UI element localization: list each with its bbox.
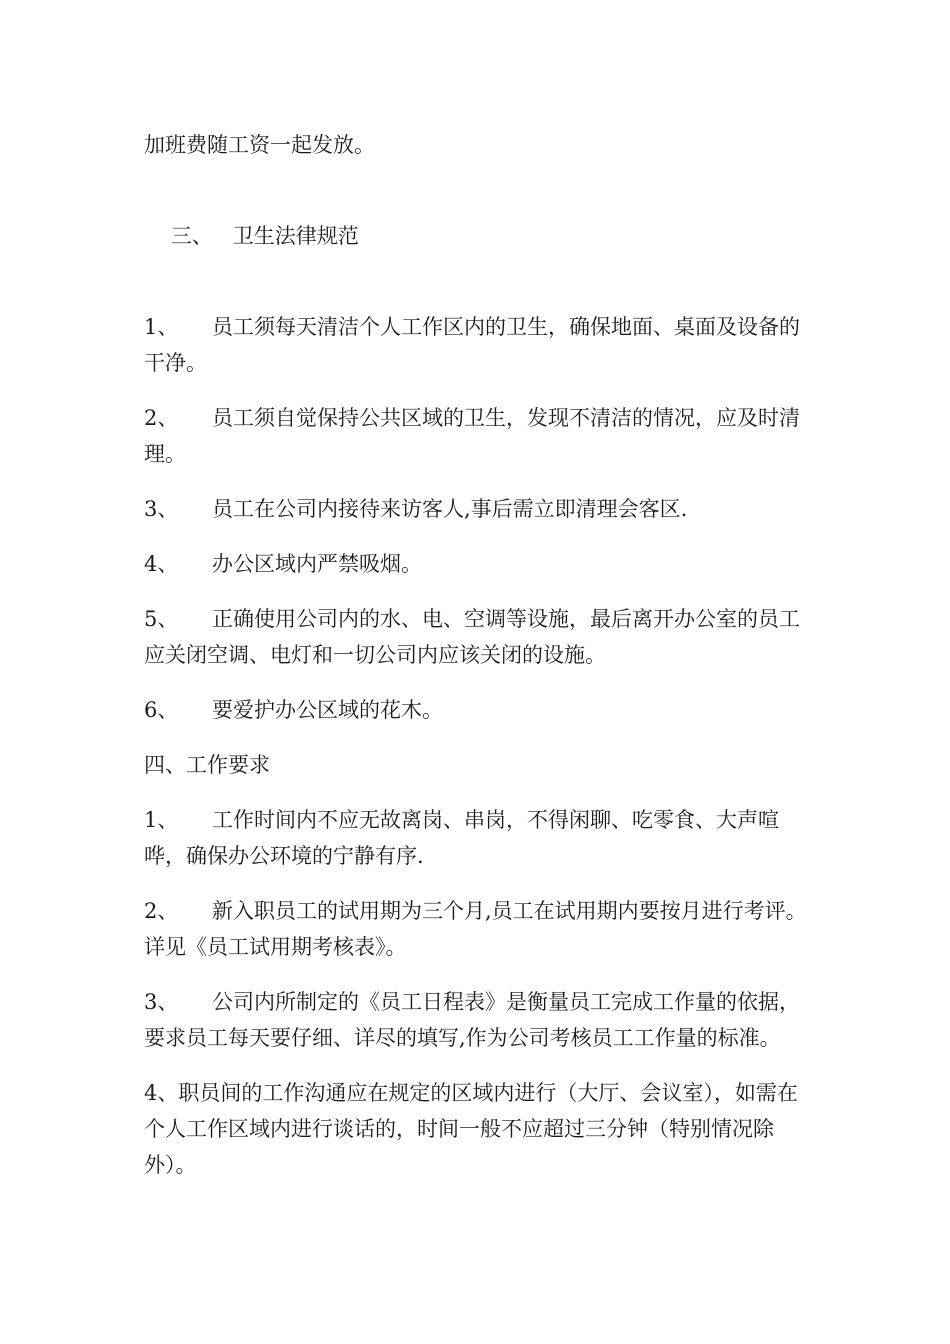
item-text: 要爱护办公区域的花木。 bbox=[212, 698, 443, 722]
item-number: 4、 bbox=[144, 552, 179, 576]
item-text: 员工须自觉保持公共区域的卫生，发现不清洁的情况，应及时清理。 bbox=[144, 406, 800, 466]
section-3-item bbox=[144, 309, 812, 381]
item-text: 工作时间内不应无故离岗、串岗，不得闲聊、吃零食、大声喧哗，确保办公环境的宁静有序. bbox=[144, 808, 779, 868]
section-3-item bbox=[144, 491, 812, 527]
section-3-item bbox=[144, 601, 812, 673]
item-number: 6、 bbox=[144, 698, 179, 722]
section-3-item bbox=[144, 692, 812, 728]
item-text: 新入职员工的试用期为三个月,员工在试用期内要按月进行考评。详见《员工试用期考核表》。 bbox=[144, 899, 807, 959]
section-4-item bbox=[144, 984, 812, 1056]
item-number: 2、 bbox=[144, 406, 179, 430]
section-3-item bbox=[144, 546, 812, 582]
item-number: 2、 bbox=[144, 899, 179, 923]
section-3-number: 三、 bbox=[170, 224, 213, 248]
section-4-item: 4、职员间的工作沟通应在规定的区域内进行（大厅、会议室），如需在个人工作区域内进行谈话的，时间一般不应超过三分钟（特别情况除外）。 bbox=[144, 1081, 798, 1177]
item-number: 3、 bbox=[144, 990, 179, 1014]
item-number: 1、 bbox=[144, 315, 179, 339]
item-text: 办公区域内严禁吸烟。 bbox=[212, 552, 422, 576]
item-text: 员工在公司内接待来访客人,事后需立即清理会客区. bbox=[212, 497, 688, 521]
document-page bbox=[144, 127, 812, 1202]
item-text: 员工须每天清洁个人工作区内的卫生，确保地面、桌面及设备的干净。 bbox=[144, 315, 800, 375]
item-number: 5、 bbox=[144, 607, 179, 631]
item-number: 3、 bbox=[144, 497, 179, 521]
section-3-item bbox=[144, 400, 812, 472]
paragraph-overtime-pay: 加班费随工资一起发放。 bbox=[144, 133, 375, 157]
section-3-title: 卫生法律规范 bbox=[232, 224, 359, 248]
section-3-heading bbox=[144, 182, 812, 290]
item-number: 1、 bbox=[144, 808, 179, 832]
section-4-item bbox=[144, 802, 812, 874]
section-4-item bbox=[144, 893, 812, 965]
section-4-heading: 四、工作要求 bbox=[144, 753, 270, 777]
item-text: 公司内所制定的《员工日程表》是衡量员工完成工作量的依据，要求员工每天要仔细、详尽的填写,作为公司考核员工工作量的标准。 bbox=[144, 990, 800, 1050]
item-text: 正确使用公司内的水、电、空调等设施，最后离开办公室的员工应关闭空调、电灯和一切公司内应该关闭的设施。 bbox=[144, 607, 800, 667]
